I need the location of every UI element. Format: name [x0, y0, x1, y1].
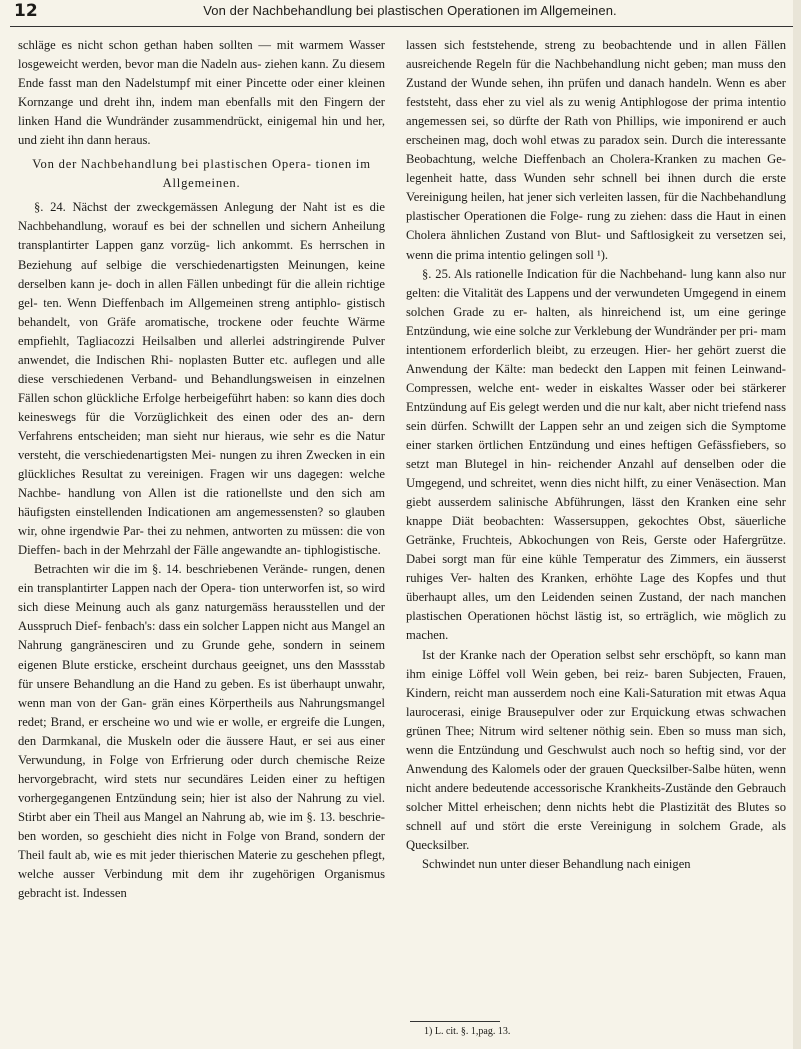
page-edge	[793, 0, 801, 1049]
paragraph: lassen sich feststehende, streng zu beobachtende und in allen Fällen ausreichende Regeln für die Nachbehandlung nicht geben; man muss den Zustand der Wunde sehen, ihn prüfen und danach handeln. Wenn es aber feststeht, dass eher zu viel als zu wenig Antiphlogose der prima intentio angemessen sei, so dürfte der Rath von Phillips, wie imponirend er auch erscheinen mag, doch wohl etwas zu paradox sein. Durch die interessante Beobachtung, welche Dieffenbach an Cholera-Kranken zu machen Ge- legenheit hatte, dass Wunden sehr schnell bei ihnen durch die erste Vereinigung heilen, hat jener sich verleiten lassen, für die Nachbehandlung plastischer Operationen die Folge- rung zu ziehen: dass die Haut in einen Cholera ähnlichen Zustand von Blut- und Saftlosigkeit zu versetzen sei, wenn die prima intentio gelingen soll ¹).	[406, 38, 786, 262]
paragraph: §. 24. Nächst der zweckgemässen Anlegung der Naht ist es die Nachbehandlung, worauf es bei der schnellen und sichern Anheilung transplantirter Lappen ganz vorzüg- lich ankommt. Es herrschen in Beziehung auf selbige die verschiedenartigsten Meinungen, keine derselben kann je- doch in allen Fällen unbedingt für die allein richtige gel- ten. Wenn Dieffenbach im Allgemeinen streng antiphlo- gistisch behandelt, von Gräfe aromatische, trockene oder feuchte Wärme empfiehlt, Tagliacozzi Heilsalben und allerlei adstringirende Pulver anwendet, die Indischen Rhi- noplasten Butter etc. auflegen und alle diese verschiedenen Verband- und Behandlungsweisen in einzelnen Fällen schon glückliche Erfolge herbeigeführt haben: so kann dies doch keineswegs für die Vorzüglichkeit des einen oder des an- dern Verfahrens entscheiden; man sieht nur hieraus, wie sehr es die Natur versteht, die verschiedenartigsten Mei- nungen zu ihren Zwecken in ein glückliches Resultat zu vereinigen. Fragen wir uns dagegen: welche Nachbe- handlung von Allen ist die rationellste und den sich am häufigsten einstellenden Indicationen am angemessensten? so glauben wir, ohne irgendwie Par- thei zu nehmen, antworten zu müssen: die von Dieffen- bach in der Mehrzahl der Fälle angewandte an- tiphlogistische.	[18, 200, 385, 558]
paragraph: schläge es nicht schon gethan haben sollten — mit warmem Wasser losgeweicht werden, bevor man die Nadeln aus- ziehen kann. Zu diesem Ende fasst man den Nadelstumpf mit einer Pincette oder einer kleinen Kornzange und dreht ihn, indem man ebenfalls mit den Fingern der linken Hand die Wundränder zusammendrückt, einigemal hin und her, und zieht ihn dann heraus.	[18, 38, 385, 148]
paragraph: Betrachten wir die im §. 14. beschriebenen Verände- rungen, denen ein transplantirter Lappen nach der Opera- tion unterworfen ist, so wird sich diese Meinung auch als ganz naturgemäss herausstellen und der Ausspruch Dief- fenbach's: dass ein solcher Lappen nicht aus Mangel an Nahrung gangränesciren und zu Grunde gehe, sondern in seinem eigenen Blute ersticke, erscheint durchaus geeignet, uns den Massstab für unsere Behandlung an die Hand zu geben. Es ist überhaupt unwahr, wenn man von der Gan- grän eines Körpertheils aus Nahrungsmangel redet; Brand, er erscheine wo und wie er wolle, er ergreife die Lungen, den Darmkanal, die Muskeln oder die äussere Haut, er sei aus einer Verwundung, in Folge von Erfrierung oder durch chemische Reize hervorgebracht, wird stets nur secundäres Leiden einer zu heftigen vorhergegangenen Entzündung sein; hier ist also der Nahrung zu viel. Stirbt aber ein Theil aus Mangel an Nahrung ab, wie im §. 13. beschrie- ben worden, so geschieht dies nicht in Folge von Brand, sondern der Theil fault ab, wie es mit jeder thierischen Materie zu geschehen pflegt, welche ausser Verbindung mit dem ihr zugehörigen Organismus gebracht ist. Indessen	[18, 562, 385, 901]
page-header	[10, 0, 795, 27]
right-column	[406, 36, 786, 874]
paragraph: Ist der Kranke nach der Operation selbst sehr erschöpft, so kann man ihm einige Löffel voll Wein geben, bei reiz- baren Subjecten, Frauen, Kindern, reicht man ausserdem noch eine Kali-Saturation mit etwas Aqua laurocerasi, einige Brausepulver oder zur Erquickung etwas schwachen grünen Thee; Nitrum wird seltener nöthig sein. Eben so muss man sich, wenn die Entzündung und Geschwulst auch noch so heftig sind, vor der Anwendung des Kalomels oder der grauen Quecksilber-Salbe hüten, wenn nicht andere bedeutende accessorische Krankheits-Zustände den Gebrauch solcher Mittel erheischen; denn nichts hebt die Plastizität des Blutes so schnell auf und stört die erste Vereinigung in solchem Grade, als Quecksilber.	[406, 647, 786, 852]
paragraph: §. 25. Als rationelle Indication für die Nachbehand- lung kann also nur gelten: die Vitalität des Lappens und der verwundeten Umgegend in einem solchen Grade zu er- halten, als hinreichend ist, um eine geringe Entzündung, wie eine solche zur Verklebung der Wundränder per pri- mam intentionem erforderlich bleibt, zu erzeugen. Hier- her gehört zuerst die Anwendung der Kälte: man bedeckt den Lappen mit feinen Leinwand-Compressen, welche ent- weder in eiskaltes Wasser oder bei stärkerer Entzündung auf Eis gelegt werden und die nur kalt, aber nicht triefend nass sein dürfen. Schwillt der Lappen sehr an und zeigen sich die Symptome einer starken örtlichen Entzündung und eines heftigen Gefässfiebers, so setzt man Blutegel in hin- reichender Anzahl auf denselben oder die Umgegend, und schreitet, wenn dies nicht hilft, zu einer Venäsection. Man giebt ausserdem salinische Abführungen, lässt den Kranken eine sehr knappe Diät beobachten: Wassersuppen, gekochtes Obst, säuerliche Getränke, Fruchteis, Abkochungen von Reis, Gerste oder Hafergrütze. Dabei sorgt man für eine kühle Temperatur des Zimmers, ein äusserst ruhiges Ver- halten des Kranken, erhöhte Lage des Kopfes und thut überhaupt alles, um den Leidenden seinen Zustand, der nach manchen plastischen Operationen höchst lästig ist, so erträglich, wie möglich zu machen.	[406, 266, 786, 643]
footnote-rule	[410, 1021, 500, 1022]
running-head: Von der Nachbehandlung bei plastischen Operationen im Allgemeinen.	[203, 3, 617, 18]
page-number: 12	[14, 1, 38, 21]
footnote: 1) L. cit. §. 1,pag. 13.	[424, 1026, 511, 1037]
left-column	[18, 36, 385, 903]
paragraph: Schwindet nun unter dieser Behandlung nach einigen	[422, 857, 691, 872]
section-heading: Von der Nachbehandlung bei plastischen Opera- tionen im Allgemeinen.	[32, 157, 371, 191]
